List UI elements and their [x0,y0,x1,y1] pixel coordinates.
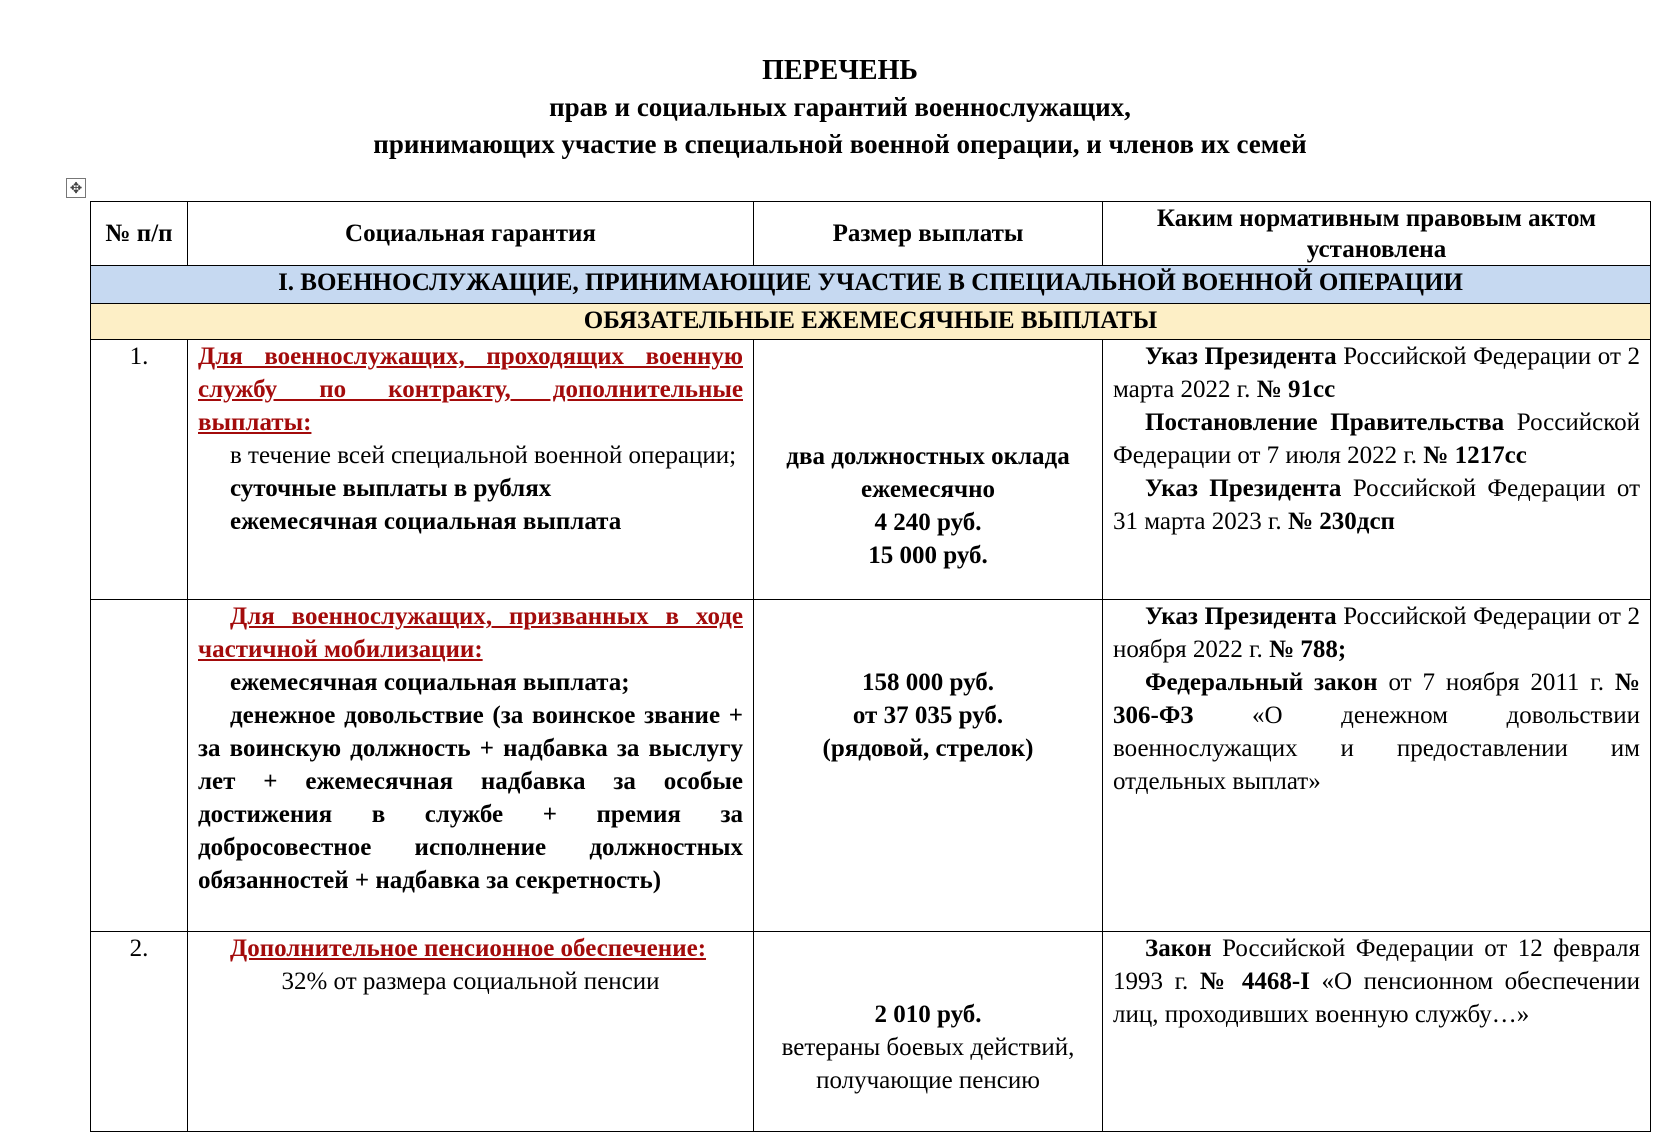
guarantee-line: ежемесячная социальная выплата; [230,669,630,696]
act-title: Постановление Правительства [1145,409,1505,436]
amount-value: 2 010 руб. [874,1001,982,1028]
act-cell [1103,600,1651,932]
rights-table [90,201,1651,1132]
guarantee-heading: Для военнослужащих, призванных в ходе частичной мобилизации: [198,603,743,663]
title-line-1: ПЕРЕЧЕНЬ [762,55,918,86]
title-line-3: принимающих участие в специальной военной операции, и членов их семей [373,129,1307,159]
amount-cell [754,340,1103,600]
section-title: I. ВОЕННОСЛУЖАЩИЕ, ПРИНИМАЮЩИЕ УЧАСТИЕ В СПЕЦИАЛЬНОЙ ВОЕННОЙ ОПЕРАЦИИ [91,266,1651,304]
row-number: 2. [91,932,188,1132]
act-cell [1103,932,1651,1132]
act-title: Закон [1145,935,1212,962]
act-title: Указ Президента [1145,603,1337,630]
act-text: Российской Федерации от 2 марта 2022 г. [1113,343,1640,403]
guarantee-line: 32% от размера социальной пенсии [281,968,660,995]
act-title: Указ Президента [1145,475,1342,502]
act-text: Российской Федерации от 31 марта 2023 г. [1113,475,1640,535]
guarantee-cell [188,600,754,932]
header-act: Каким нормативным правовым актом установлена [1103,202,1651,266]
document-title [0,52,1680,163]
act-number: № 230дсп [1287,508,1395,535]
act-text: «О денежном довольствии военнослужащих и предоставлении им отдельных выплат» [1113,702,1640,795]
amount-value: 4 240 руб. [874,509,982,536]
guarantee-heading: Для военнослужащих, проходящих военную службу по контракту, дополнительные выплаты: [198,343,743,436]
guarantee-line: в течение всей специальной военной операции; [230,442,737,469]
act-number: № 4468-I [1199,968,1310,995]
act-text: Российской Федерации от 12 февраля 1993 г. [1113,935,1640,995]
row-number [91,600,188,932]
amount-value: 15 000 руб. [868,542,988,569]
header-guarantee: Социальная гарантия [188,202,754,266]
guarantee-cell [188,932,754,1132]
header-num: № п/п [91,202,188,266]
guarantee-line: ежемесячная социальная выплата [230,508,622,535]
table-header-row [91,202,1651,266]
guarantee-heading: Дополнительное пенсионное обеспечение: [230,935,707,962]
act-text: Российской Федерации от 2 ноября 2022 г. [1113,603,1640,663]
guarantee-line: денежное довольствие (за воинское звание + за воинскую должность + надбавка за выслугу лет + ежемесячная надбавка за особые достижения в службе + премия за добросовестное исполнение должностных обязанностей + надбавка за секретность) [198,702,743,894]
act-number: № 1217сс [1423,442,1527,469]
act-title: Указ Президента [1145,343,1337,370]
row-number: 1. [91,340,188,600]
table-row [91,600,1651,932]
act-number: № 306-ФЗ [1113,669,1640,729]
header-amount: Размер выплаты [754,202,1103,266]
table-move-handle-icon[interactable]: ✥ [66,178,86,198]
act-text: от 7 ноября 2011 г. [1377,669,1615,696]
table-row [91,340,1651,600]
title-line-2: прав и социальных гарантий военнослужащих, [549,92,1131,122]
act-number: № 788; [1269,636,1347,663]
subsection-row [91,304,1651,340]
act-title: Федеральный закон [1145,669,1378,696]
act-cell [1103,340,1651,600]
amount-value: 158 000 руб. [862,669,994,696]
table-row [91,932,1651,1132]
amount-value: (рядовой, стрелок) [822,735,1034,762]
act-text: Российской Федерации от 7 июля 2022 г. [1113,409,1640,469]
amount-cell [754,600,1103,932]
section-row [91,266,1651,304]
guarantee-cell [188,340,754,600]
amount-note: ветераны боевых действий, получающие пенсию [781,1034,1075,1094]
amount-cell [754,932,1103,1132]
act-text: «О пенсионном обеспечении лиц, проходивших военную службу…» [1113,968,1640,1028]
subsection-title: ОБЯЗАТЕЛЬНЫЕ ЕЖЕМЕСЯЧНЫЕ ВЫПЛАТЫ [91,304,1651,340]
act-number: № 91сс [1256,376,1336,403]
guarantee-line: суточные выплаты в рублях [230,475,552,502]
amount-value: два должностных оклада ежемесячно [786,443,1070,503]
amount-value: от 37 035 руб. [852,702,1004,729]
